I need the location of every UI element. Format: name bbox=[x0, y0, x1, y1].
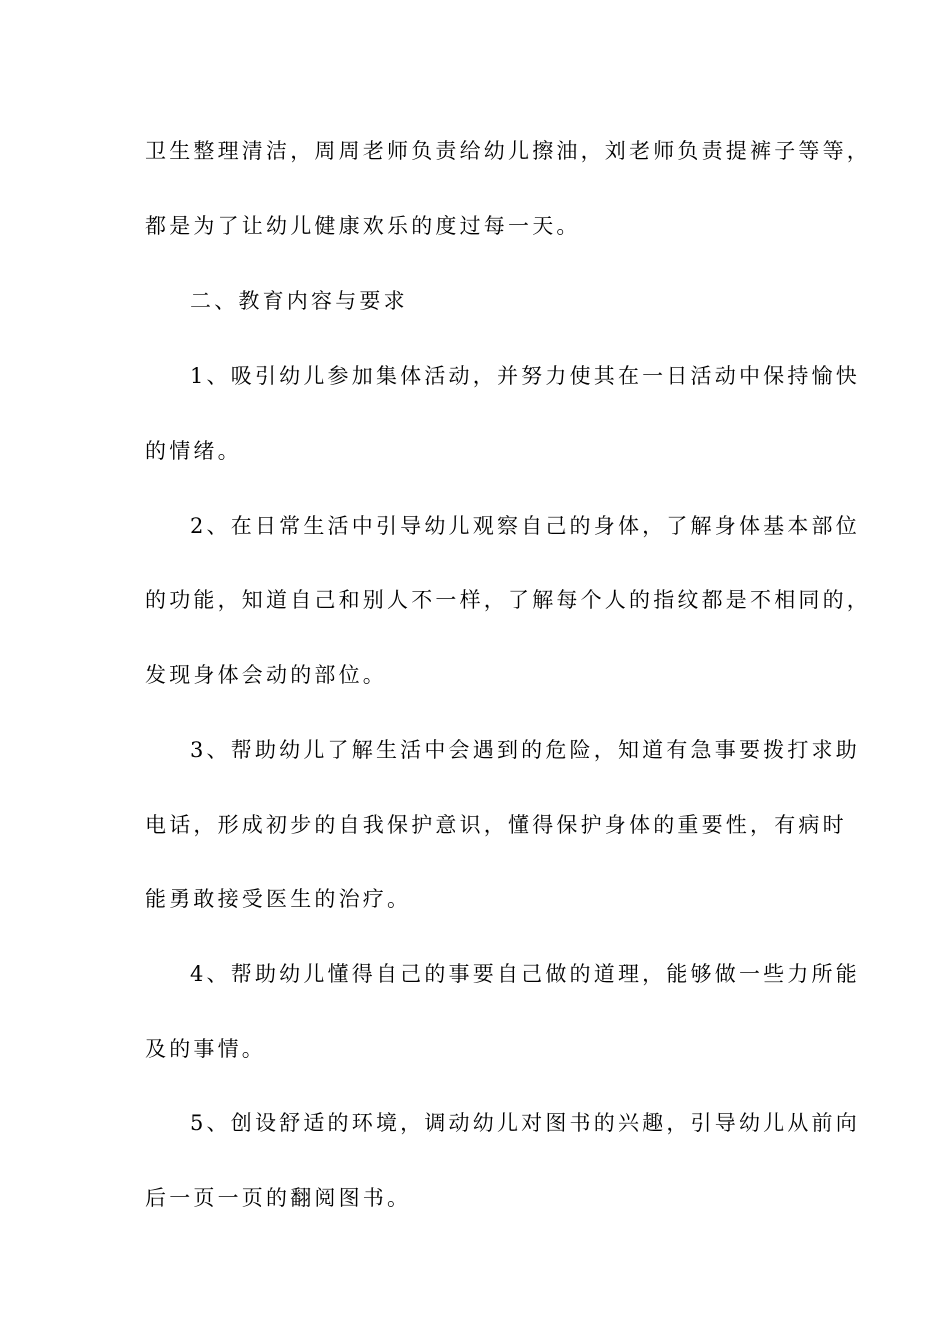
paragraph-line: 后一页一页的翻阅图书。 bbox=[145, 1186, 412, 1210]
paragraph-line: 能勇敢接受医生的治疗。 bbox=[145, 887, 412, 911]
paragraph-line: 的情绪。 bbox=[145, 439, 242, 463]
paragraph-line: 3、帮助幼儿了解生活中会遇到的危险，知道有急事要拨打求助 bbox=[190, 738, 860, 762]
paragraph-line: 发现身体会动的部位。 bbox=[145, 663, 387, 687]
paragraph-line: 1、吸引幼儿参加集体活动，并努力使其在一日活动中保持愉快 bbox=[190, 364, 860, 388]
paragraph-line: 卫生整理清洁，周周老师负责给幼儿擦油，刘老师负责提裤子等等， bbox=[145, 139, 871, 163]
paragraph-line: 5、创设舒适的环境，调动幼儿对图书的兴趣，引导幼儿从前向 bbox=[190, 1111, 860, 1135]
paragraph-line: 2、在日常生活中引导幼儿观察自己的身体，了解身体基本部位 bbox=[190, 514, 860, 538]
paragraph-line: 及的事情。 bbox=[145, 1037, 266, 1061]
paragraph-line: 4、帮助幼儿懂得自己的事要自己做的道理，能够做一些力所能 bbox=[190, 962, 860, 986]
section-heading: 二、教育内容与要求 bbox=[190, 289, 408, 313]
paragraph-line: 的功能，知道自己和别人不一样，了解每个人的指纹都是不相同的， bbox=[145, 588, 871, 612]
paragraph-line: 电话，形成初步的自我保护意识，懂得保护身体的重要性，有病时 bbox=[145, 813, 847, 837]
paragraph-line: 都是为了让幼儿健康欢乐的度过每一天。 bbox=[145, 214, 581, 238]
